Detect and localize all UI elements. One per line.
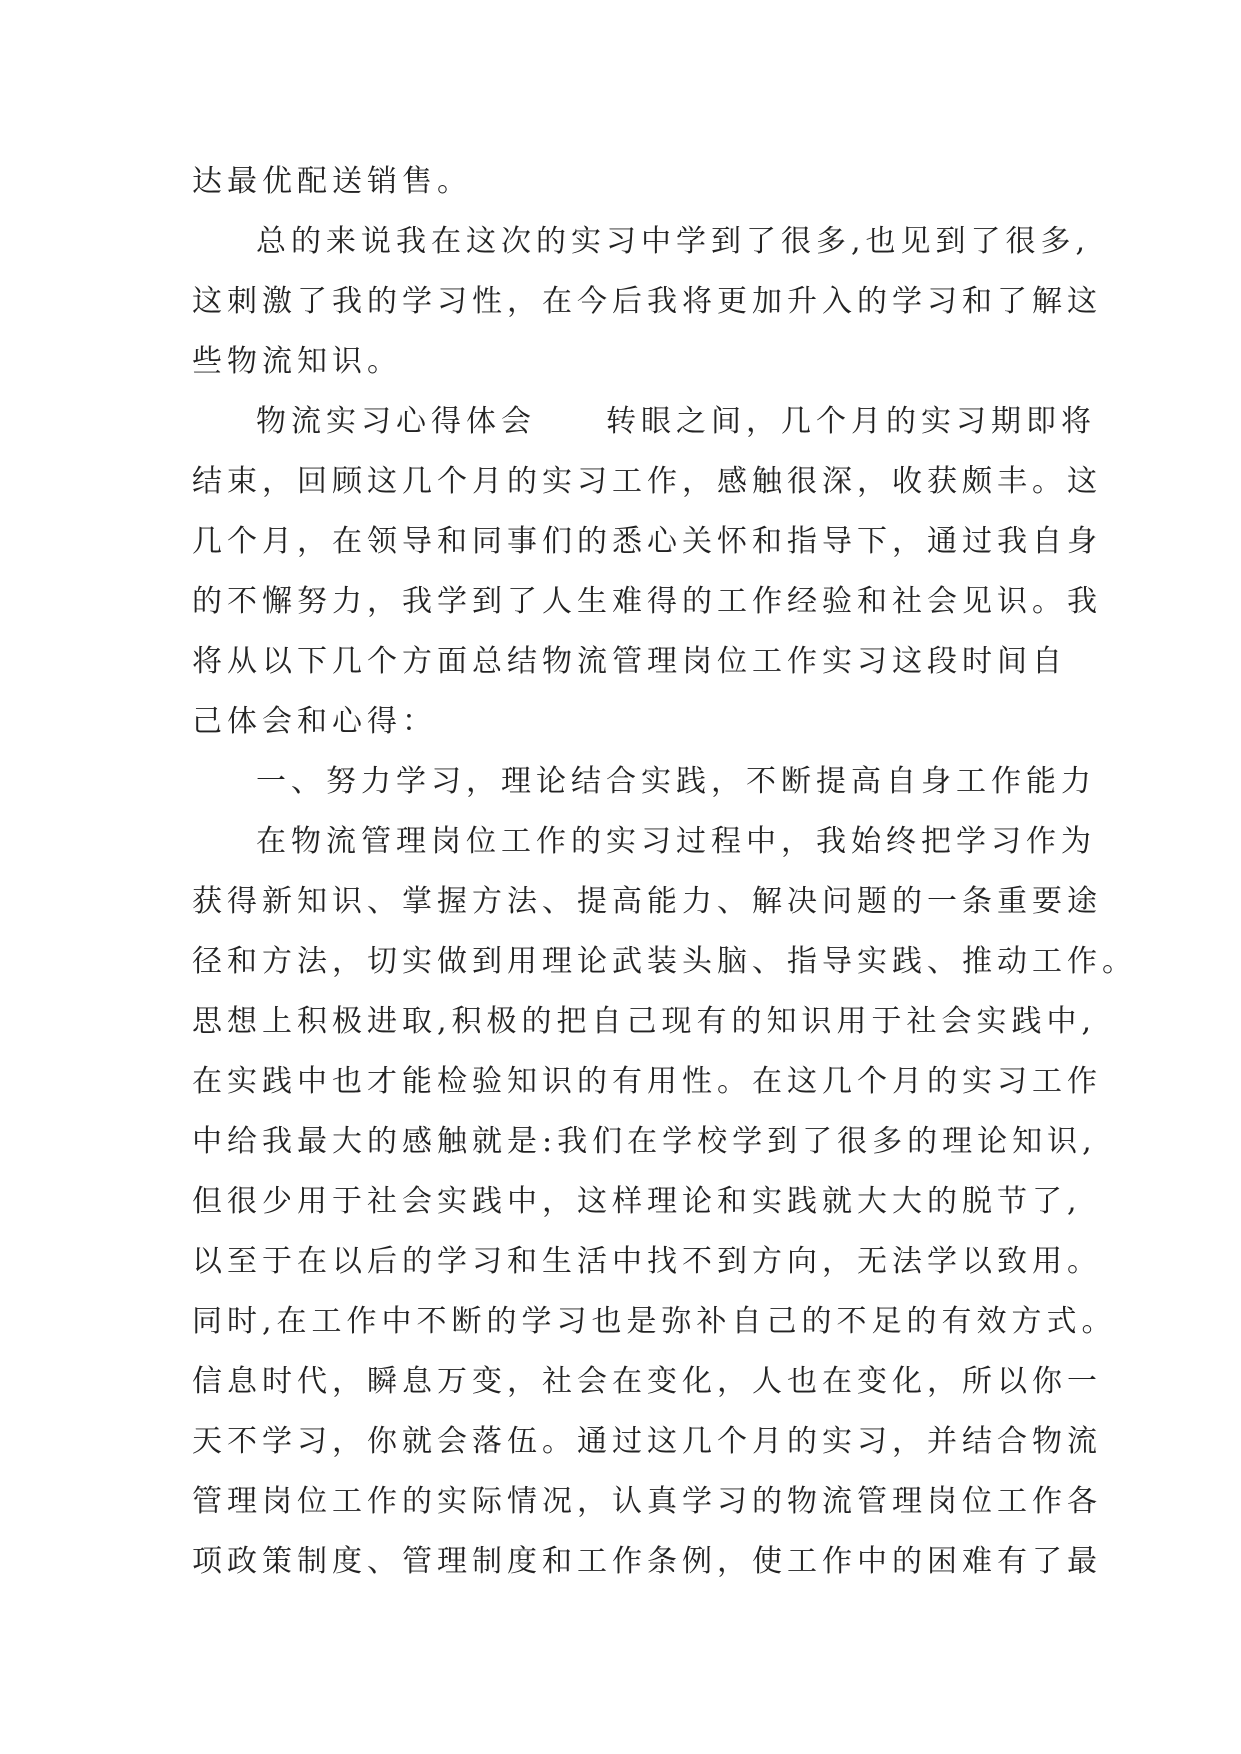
text-line: 总的来说我在这次的实习中学到了很多,也见到了很多, [256,224,1091,259]
text-line: 达最优配送销售。 [192,164,472,199]
text-line: 同时,在工作中不断的学习也是弥补自己的不足的有效方式。 [192,1304,1117,1339]
text-line: 以至于在以后的学习和生活中找不到方向，无法学以致用。 [192,1244,1102,1279]
text-line: 将从以下几个方面总结物流管理岗位工作实习这段时间自 [192,644,1067,679]
text-line: 信息时代，瞬息万变，社会在变化，人也在变化，所以你一 [192,1364,1102,1399]
text-line: 管理岗位工作的实际情况，认真学习的物流管理岗位工作各 [192,1484,1102,1519]
text-line: 获得新知识、掌握方法、提高能力、解决问题的一条重要途 [192,884,1102,919]
text-line: 思想上积极进取,积极的把自己现有的知识用于社会实践中, [192,1004,1097,1039]
text-line: 项政策制度、管理制度和工作条例，使工作中的困难有了最 [192,1544,1102,1579]
text-line: 己体会和心得： [192,704,437,739]
text-line: 在实践中也才能检验知识的有用性。在这几个月的实习工作 [192,1064,1102,1099]
text-line: 中给我最大的感触就是:我们在学校学到了很多的理论知识, [192,1124,1097,1159]
body-text [192,152,1137,1592]
text-line: 径和方法，切实做到用理论武装头脑、指导实践、推动工作。 [192,944,1137,979]
text-line: 这刺激了我的学习性，在今后我将更加升入的学习和了解这 [192,284,1102,319]
text-line: 些物流知识。 [192,344,402,379]
text-line: 在物流管理岗位工作的实习过程中，我始终把学习作为 [256,824,1096,859]
text-line: 几个月，在领导和同事们的悉心关怀和指导下，通过我自身 [192,524,1102,559]
text-line: 天不学习，你就会落伍。通过这几个月的实习，并结合物流 [192,1424,1102,1459]
section-title-line: 物流实习心得体会 转眼之间，几个月的实习期即将 [256,404,1096,439]
text-line: 结束，回顾这几个月的实习工作，感触很深，收获颇丰。这 [192,464,1102,499]
heading-line: 一、努力学习，理论结合实践，不断提高自身工作能力 [256,764,1096,799]
text-line: 但很少用于社会实践中，这样理论和实践就大大的脱节了, [192,1184,1082,1219]
text-line: 的不懈努力，我学到了人生难得的工作经验和社会见识。我 [192,584,1102,619]
